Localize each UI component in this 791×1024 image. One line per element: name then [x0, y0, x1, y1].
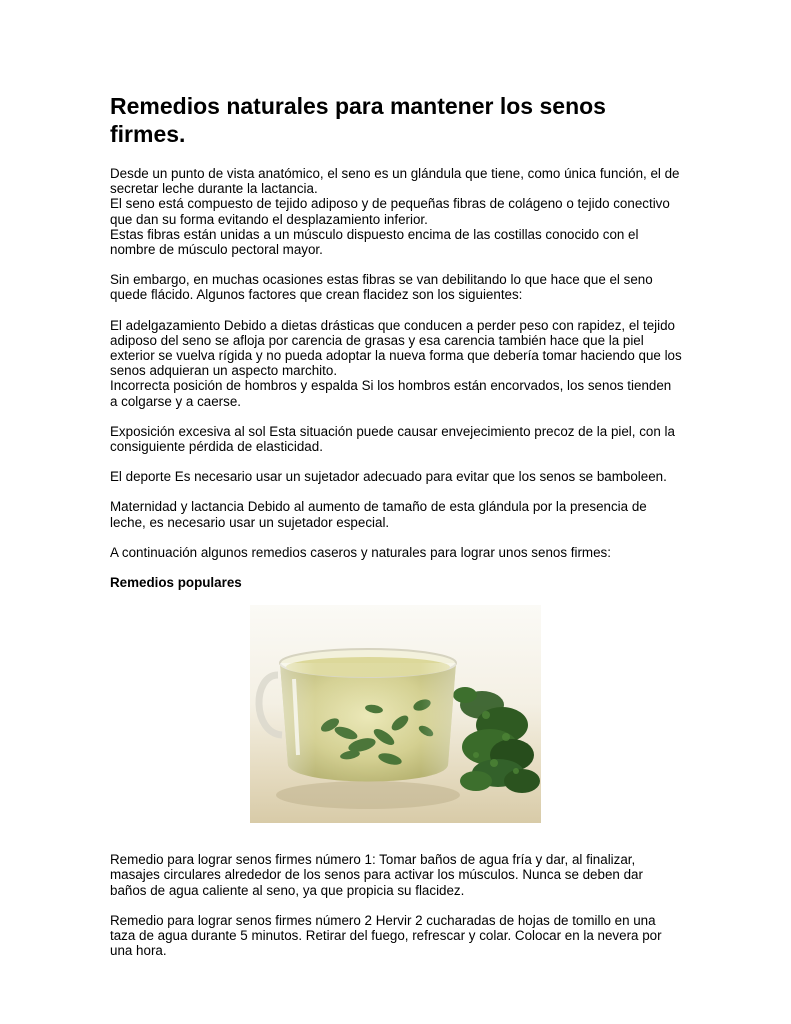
paragraph-sport [110, 469, 682, 484]
paragraph-line: Sin embargo, en muchas ocasiones estas fibras se van debilitando lo que hace que el seno quede flácido. Algunos factores que crean flacidez son los siguientes: [110, 272, 653, 303]
paragraph-line: A continuación algunos remedios caseros y naturales para lograr unos senos firmes: [110, 544, 611, 560]
paragraph-line: Desde un punto de vista anatómico, el seno es un glándula que tiene, como única función, el de secretar leche durante la lactancia. [110, 166, 680, 197]
page-title: Remedios naturales para mantener los senos firmes. [110, 93, 606, 147]
paragraph-line: Exposición excesiva al sol Esta situación puede causar envejecimiento precoz de la piel, con la consiguiente pérdida de elasticidad. [110, 423, 675, 455]
paragraph-intro-remedies [110, 545, 682, 560]
document-page [110, 92, 682, 973]
paragraph-anatomy [110, 166, 682, 257]
paragraph-line: El seno está compuesto de tejido adiposo y de pequeñas fibras de colágeno o tejido conectivo que dan su forma evitando el desplazamiento inferior. [110, 196, 670, 227]
herbal-tea-cup-photo [250, 605, 541, 823]
paragraph-flaccidity [110, 272, 682, 302]
remedy-1: Remedio para lograr senos firmes número 1: Tomar baños de agua fría y dar, al finalizar, masajes circulares alrededor de los senos para activar los músculos. Nunca se deben dar baños de agua caliente al seno, ya que propicia su flacidez. [110, 852, 643, 898]
paragraph-line: El deporte Es necesario usar un sujetador adecuado para evitar que los senos se bamboleen. [110, 469, 667, 485]
paragraph-line: Maternidad y lactancia Debido al aumento de tamaño de esta glándula por la presencia de leche, es necesario usar un sujetador especial. [110, 499, 647, 530]
paragraph-maternity [110, 499, 682, 529]
paragraph-line: Estas fibras están unidas a un músculo dispuesto encima de las costillas conocido con el nombre de músculo pectoral mayor. [110, 226, 639, 258]
paragraph-sun-exposure [110, 424, 682, 454]
section-heading: Remedios populares [110, 575, 242, 591]
paragraph-weight-loss [110, 318, 682, 409]
remedy-2: Remedio para lograr senos firmes número 2 Hervir 2 cucharadas de hojas de tomillo en una taza de agua durante 5 minutos. Retirar del fuego, refrescar y colar. Colocar en la nevera por una hora. [110, 912, 662, 959]
paragraph-line: El adelgazamiento Debido a dietas drásticas que conducen a perder peso con rapidez, el tejido adiposo del seno se afloja por carencia de grasas y esa carencia también hace que la piel exterior se vuelva rígida y no pueda adoptar la nueva forma que debería tomar haciendo que los senos adquieran un aspecto marchito. [110, 317, 682, 379]
paragraph-line: Incorrecta posición de hombros y espalda Si los hombros están encorvados, los senos tienden a colgarse y a caerse. [110, 378, 672, 409]
